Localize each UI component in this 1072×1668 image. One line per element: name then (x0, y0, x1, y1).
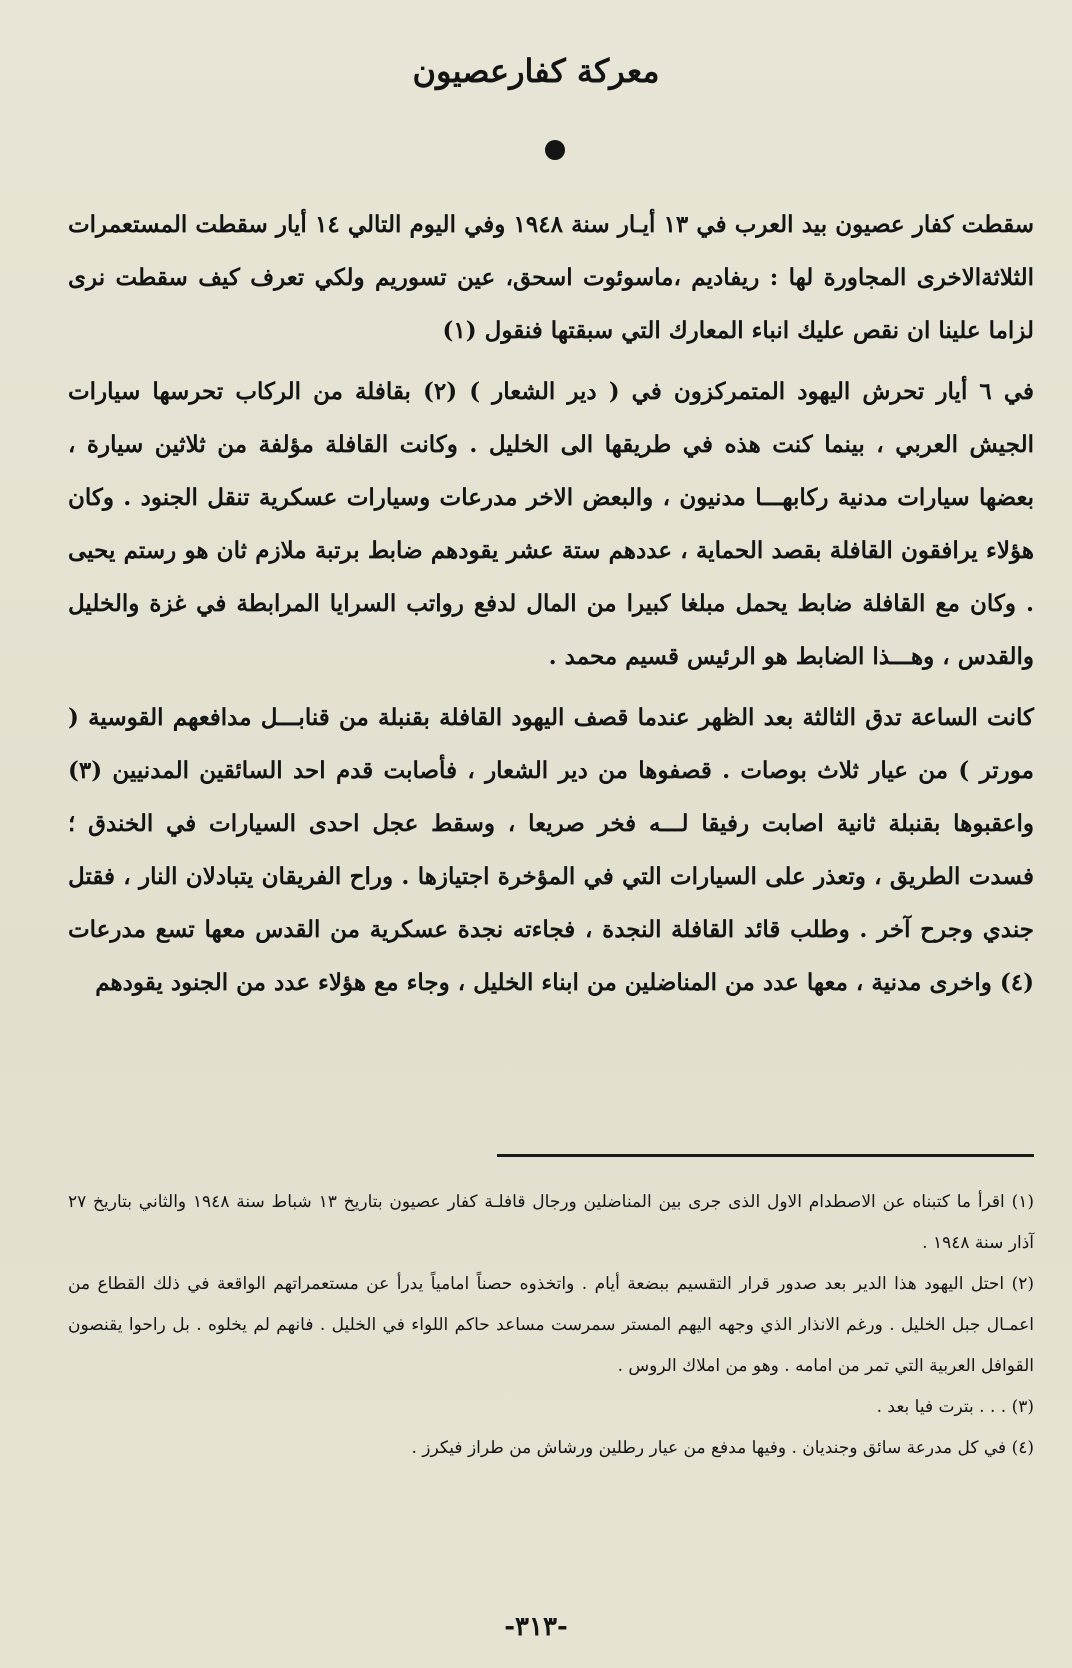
footnote-divider (497, 1154, 1034, 1157)
page-number: -٣١٣- (504, 1612, 568, 1642)
footnote-4: (٤) في كل مدرعة سائق وجنديان . وفيها مدفع من عيار رطلين ورشاش من طراز فيكرز . (411, 1438, 1034, 1458)
footnote-2: (٢) احتل اليهود هذا الدير بعد صدور قرار التقسيم ببضعة أيام . واتخذوه حصناً امامياً يدرأ عن مستعمراتهم الواقعة في ذلك القطاع من اعمـال جبل الخليل . ورغم الانذار الذي وجهه اليهم المستر سمرست مساعد حاكم اللواء في الخليل . فانهم لم يخلوه . بل راحوا يقنصون القوافل العربية التي تمر من امامه . وهو من املاك الروس . (68, 1274, 1034, 1376)
paragraph-3: كانت الساعة تدق الثالثة بعد الظهر عندما قصف اليهود القافلة بقنبلة من قنابـــل مدافعهم القوسية ( مورتر ) من عيار ثلاث بوصات . قصفوها من دير الشعار ، فأصابت قدم احد السائقين المدنيين (٣) واعقبوها بقنبلة ثانية اصابت رفيقا لـــه فخر صريعا ، وسقط عجل احدى السيارات في الخندق ؛ فسدت الطريق ، وتعذر على السيارات التي في المؤخرة اجتيازها . وراح الفريقان يتبادلان النار ، فقتل جندي وجرح آخر . وطلب قائد القافلة النجدة ، فجاءته نجدة عسكرية من القدس معها تسع مدرعات (٤) واخرى مدنية ، معها عدد من المناضلين من ابناء الخليل ، وجاء مع هؤلاء عدد من الجنود يقودهم (68, 704, 1034, 996)
paragraph-2: في ٦ أيار تحرش اليهود المتمركزون في ( دير الشعار ) (٢) بقافلة من الركاب تحرسها سيارات الجيش العربي ، بينما كنت هذه في طريقها الى الخليل . وكانت القافلة مؤلفة من ثلاثين سيارة ، بعضها سيارات مدنية ركابهـــا مدنيون ، والبعض الاخر مدرعات وسيارات عسكرية تنقل الجنود . وكان هؤلاء يرافقون القافلة بقصد الحماية ، عددهم ستة عشر يقودهم ضابط برتبة ملازم ثان هو رستم يحيى . وكان مع القافلة ضابط يحمل مبلغا كبيرا من المال لدفع رواتب السرايا المرابطة في غزة والخليل والقدس ، وهـــذا الضابط هو الرئيس قسيم محمد . (68, 378, 1034, 670)
bullet-dot (545, 140, 565, 160)
body-text (68, 198, 1034, 1009)
footnotes (68, 1182, 1034, 1469)
page-title: معركة كفارعصيون (412, 52, 660, 90)
footnote-1: (١) اقرأ ما كتبناه عن الاصطدام الاول الذى جرى بين المناضلين ورجال قافلـة كفار عصيون بتاريخ ١٣ شباط سنة ١٩٤٨ والثاني بتاريخ ٢٧ آذار سنة ١٩٤٨ . (68, 1192, 1034, 1253)
footnote-3: (٣) . . . بترت فيا بعد . (876, 1397, 1034, 1417)
paragraph-1: سقطت كفار عصيون بيد العرب في ١٣ أيـار سنة ١٩٤٨ وفي اليوم التالي ١٤ أيار سقطت المستعمرات الثلاثةالاخرى المجاورة لها : ريفاديم ،ماسوئوت اسحق، عين تسوريم ولكي تعرف كيف سقطت نرى لزاما علينا ان نقص عليك انباء المعارك التي سبقتها فنقول (١) (68, 211, 1034, 344)
